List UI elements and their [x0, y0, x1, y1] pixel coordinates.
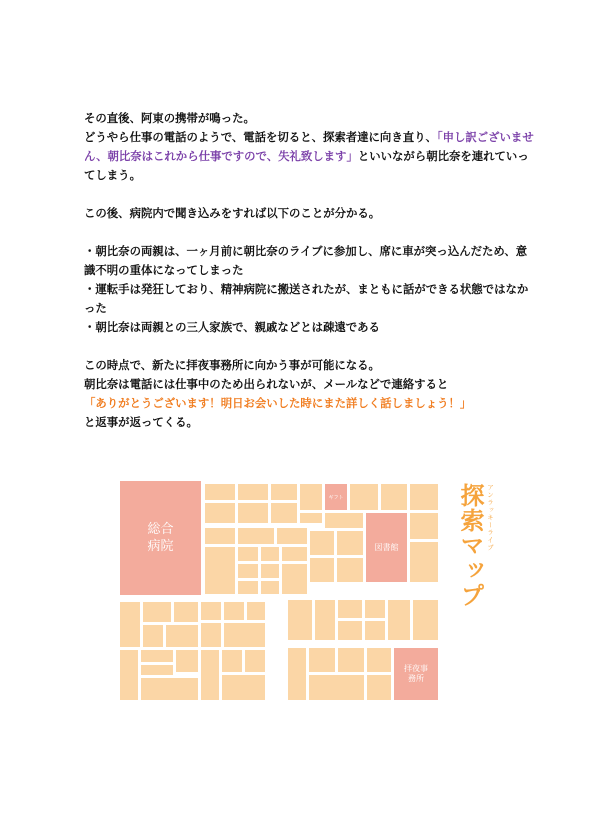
- map-block: [261, 547, 279, 561]
- map-block: [365, 621, 385, 640]
- office-building: [394, 648, 438, 700]
- map-block: [338, 621, 362, 640]
- map-block: [288, 648, 306, 700]
- map-block: [300, 484, 322, 510]
- map-block: [238, 547, 258, 561]
- map-block: [201, 650, 219, 700]
- map-block: [309, 648, 335, 672]
- map-block: [410, 484, 438, 510]
- map-block: [410, 542, 438, 582]
- narration-text: どうやら仕事の電話のようで、電話を切ると、探索者達に向き直り、: [84, 130, 437, 144]
- gift-label: ギフト: [328, 494, 344, 501]
- library-building: [366, 513, 407, 582]
- map-block: [201, 623, 221, 647]
- bullet-item: ・運転手は発狂しており、精神病院に搬送されたが、まともに話ができる状態ではなかった: [84, 282, 529, 315]
- map-block: [367, 648, 391, 672]
- map-block: [224, 602, 244, 620]
- map-block: [120, 602, 140, 647]
- map-block: [141, 650, 173, 662]
- map-block: [337, 558, 363, 582]
- map-block: [222, 650, 242, 672]
- map-block: [247, 602, 265, 620]
- bullet-item: ・朝比奈の両親は、一ヶ月前に朝比奈のライブに参加し、席に車が突っ込んだため、意識不明の重体になってしまった: [84, 244, 528, 277]
- map-block: [388, 600, 410, 640]
- map-block: [176, 650, 198, 672]
- map-block: [310, 531, 334, 555]
- office-label: 拝夜事務所: [404, 664, 428, 683]
- narration-text: といいながら朝比奈を連れていってしまう。: [84, 149, 529, 182]
- map-block: [238, 528, 274, 544]
- map-block: [222, 675, 265, 700]
- map-block: [300, 513, 322, 523]
- map-block: [120, 650, 138, 700]
- map-block: [205, 484, 235, 500]
- map-block: [238, 484, 268, 500]
- map-block: [205, 528, 235, 544]
- map-block: [261, 564, 279, 578]
- map-block: [309, 675, 364, 700]
- dialogue-text: 「ありがとうございます！明日お会いした時にまた詳しく話しましょう！」: [84, 396, 472, 410]
- paragraph-reply: と返事が返ってくる。: [84, 415, 198, 429]
- map-block: [271, 484, 297, 500]
- map-block: [381, 484, 407, 510]
- map-block: [143, 602, 171, 622]
- library-label: 図書館: [374, 543, 399, 552]
- map-block: [224, 623, 265, 647]
- gift-shop-building: [325, 484, 347, 510]
- map-block: [325, 513, 363, 528]
- map-block: [261, 581, 279, 594]
- map-block: [174, 602, 198, 622]
- map-block: [367, 675, 391, 700]
- map-block: [282, 564, 307, 594]
- paragraph-office: この時点で、新たに拝夜事務所に向かう事が可能になる。: [84, 358, 380, 372]
- map-block: [166, 625, 198, 647]
- hospital-label: 総合病院: [147, 522, 174, 554]
- map-block: [288, 600, 312, 640]
- map-block: [338, 600, 362, 618]
- map-block: [350, 484, 378, 510]
- map-block: [238, 581, 258, 594]
- bullet-item: ・朝比奈は両親との三人家族で、親戚などとは疎遠である: [84, 320, 380, 334]
- map-block: [271, 503, 297, 523]
- dialogue-text: 「申し訳ございません、朝比奈はこれから仕事ですので、失礼致します」: [84, 130, 534, 163]
- paragraph-inquiry: この後、病院内で聞き込みをすれば以下のことが分かる。: [84, 206, 381, 220]
- map-title: 探索マップ: [456, 483, 484, 608]
- map-block: [141, 678, 198, 700]
- hospital-building: [120, 481, 201, 595]
- paragraph-phone-ring: その直後、阿東の携帯が鳴った。: [84, 111, 255, 125]
- map-block: [238, 503, 268, 523]
- paragraph-mail: 朝比奈は電話には仕事中のため出られないが、メールなどで連絡すると: [84, 377, 449, 391]
- map-block: [201, 602, 221, 620]
- map-block: [205, 547, 235, 594]
- map-block: [143, 625, 163, 647]
- map-block: [365, 600, 385, 618]
- map-block: [141, 665, 173, 675]
- map-block: [315, 600, 335, 640]
- map-block: [205, 503, 235, 523]
- map-block: [282, 547, 307, 561]
- map-block: [337, 531, 363, 555]
- map-block: [410, 513, 438, 539]
- map-block: [338, 648, 364, 672]
- map-block: [277, 528, 307, 544]
- map-block: [245, 650, 265, 672]
- map-block: [238, 564, 258, 578]
- map-block: [413, 600, 438, 640]
- map-block: [310, 558, 334, 582]
- map-subtitle: アンラッキーライブ: [486, 484, 494, 552]
